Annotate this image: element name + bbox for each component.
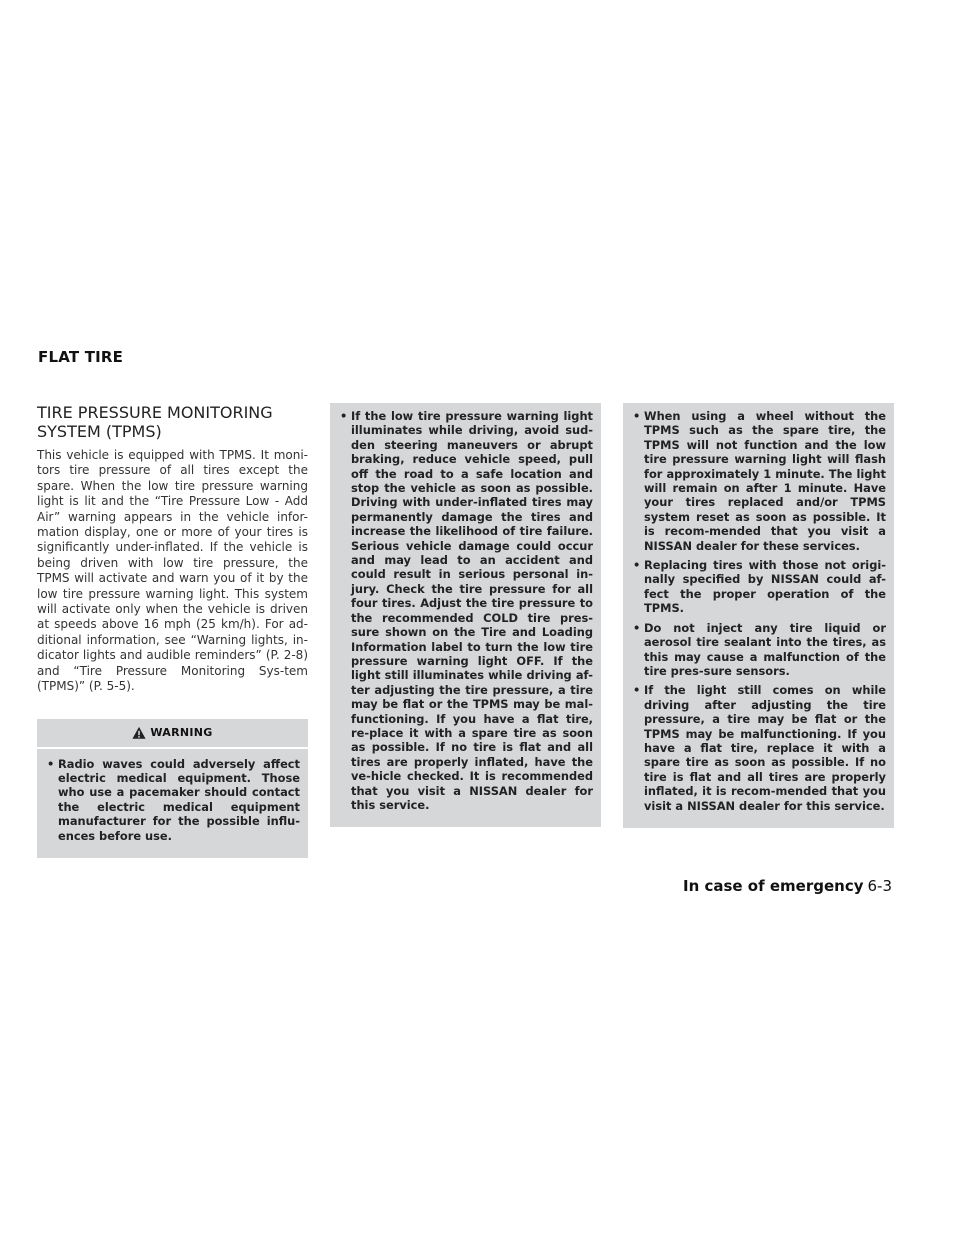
warning-item bbox=[631, 683, 886, 813]
column-1 bbox=[37, 403, 308, 858]
warning-item-text: Radio waves could adversely affect electric medical equipment. Those who use a pacemaker should contact the electric medical equipment manufacturer for the possible influ-ences before use. bbox=[58, 756, 300, 843]
subheading: TIRE PRESSURE MONITORING SYSTEM (TPMS) bbox=[37, 403, 273, 441]
bullet: • bbox=[633, 620, 641, 635]
section-heading: FLAT TIRE bbox=[38, 348, 124, 366]
warning-item bbox=[631, 558, 886, 616]
warning-title bbox=[37, 719, 308, 747]
warning-item-text: When using a wheel without the TPMS such as the spare tire, the TPMS will not function and the low tire pressure warning light will flash for approximately 1 minute. The light will remain on after 1 minute. Have your tires replaced and/or TPMS system reset as soon as possible. It is recom-mended that you visit a NISSAN dealer for these services. bbox=[644, 409, 886, 553]
warning-item bbox=[631, 409, 886, 553]
warning-item-text: If the low tire pressure warning light illuminates while driving, avoid sud-den steering maneuvers or abrupt braking, reduce vehicle speed, pull off the road to a safe location and stop the vehicle as soon as possible. Driving with under-inflated tires may permanently damage the tires and increase the likelihood of tire failure. Serious vehicle damage could occur and may lead to an accident and could result in serious personal in-jury. Check the tire pressure for all four tires. Adjust the tire pressure to the recommended COLD tire pres-sure shown on the Tire and Loading Information label to turn the low tire pressure warning light OFF. If the light still illuminates while driving af-ter adjusting the tire pressure, a tire may be flat or the TPMS may be mal-functioning. If you have a flat tire, re-place it with a spare tire as soon as possible. If no tire is flat and all tires are properly inflated, have the ve-hicle checked. It is recommended that you visit a NISSAN dealer for this service. bbox=[351, 409, 593, 812]
intro-paragraph: This vehicle is equipped with TPMS. It moni-tors tire pressure of all tires except the spare. When the low tire pressure warning light is lit and the “Tire Pressure Low - Add Air” warning appears in the vehicle infor-mation display, one or more of your tires is significantly under-inflated. If the vehicle is being driven with low tire pressure, the TPMS will activate and warn you of it by the low tire pressure warning light. This system will activate only when the vehicle is driven at speeds above 16 mph (25 km/h). For ad-ditional information, see “Warning lights, in-dicator lights and audible reminders” (P. 2-8) and “Tire Pressure Monitoring Sys-tem (TPMS)” (P. 5-5). bbox=[37, 448, 308, 694]
warning-list-continued-2 bbox=[623, 403, 894, 828]
warning-item bbox=[338, 409, 593, 812]
warning-box bbox=[37, 719, 308, 858]
bullet: • bbox=[633, 409, 641, 423]
warning-item bbox=[631, 621, 886, 679]
bullet: • bbox=[633, 558, 641, 573]
warning-label: WARNING bbox=[150, 726, 213, 739]
warning-item bbox=[45, 757, 300, 843]
warning-box-continued-1 bbox=[330, 403, 601, 827]
bullet: • bbox=[340, 409, 348, 423]
warning-item-text: If the light still comes on while driving after adjusting the tire pressure, a tire may be flat or the TPMS may be malfunctioning. If you have a flat tire, replace it with a spare tire as soon as possible. If no tire is flat and all tires are properly inflated, it is recom-mended that you visit a NISSAN dealer for this service. bbox=[644, 683, 886, 813]
warning-box-continued-2 bbox=[623, 403, 894, 828]
bullet: • bbox=[47, 756, 55, 771]
warning-list bbox=[37, 749, 308, 858]
warning-item-text: Replacing tires with those not origi-nally specified by NISSAN could af-fect the proper operation of the TPMS. bbox=[644, 558, 886, 616]
page-footer bbox=[683, 877, 892, 895]
column-3 bbox=[623, 403, 894, 828]
warning-list-continued-1 bbox=[330, 403, 601, 827]
column-2 bbox=[330, 403, 601, 827]
bullet: • bbox=[633, 683, 641, 698]
chapter-title: In case of emergency bbox=[682, 877, 864, 895]
warning-triangle-icon bbox=[132, 726, 146, 740]
page-number: 6-3 bbox=[867, 877, 892, 895]
warning-item-text: Do not inject any tire liquid or aerosol tire sealant into the tires, as this may cause a malfunction of the tire pres-sure sensors. bbox=[644, 620, 886, 678]
